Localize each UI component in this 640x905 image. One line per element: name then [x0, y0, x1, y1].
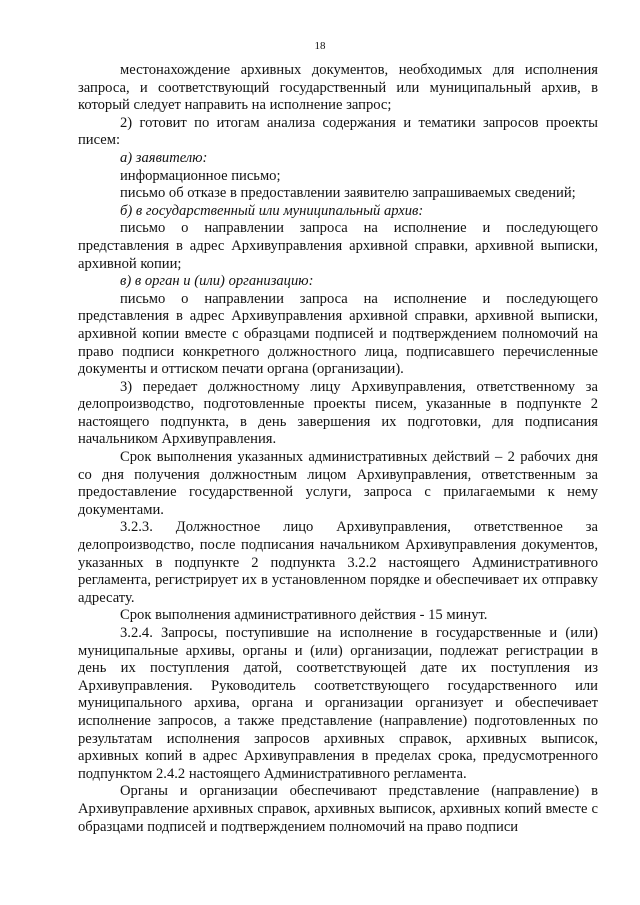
paragraph: местонахождение архивных документов, необходимых для исполнения запроса, и соответствующий государственный или муниципальный архив, в который следует направить на исполнение запрос;: [78, 62, 598, 114]
paragraph: Срок выполнения административного действия - 15 минут.: [120, 607, 488, 624]
paragraph: письмо о направлении запроса на исполнение и последующего представления в адрес Архивуправления архивной справки, архивной выписки, архивной копии вместе с образцами подписей и подтверждением полномочий на право подписи конкретного должностного лица, подписавшего перечисленные документы и оттиском печати органа (организации).: [78, 290, 598, 378]
page-number: 18: [314, 40, 326, 52]
paragraph: 2) готовит по итогам анализа содержания и тематики запросов проекты писем:: [78, 114, 598, 149]
paragraph: Органы и организации обеспечивают представление (направление) в Архивуправление архивных справок, архивных выписок, архивных копий вместе с образцами подписей и подтверждением полномочий на право подписи: [78, 783, 598, 835]
paragraph: в) в орган и (или) организацию:: [120, 273, 314, 290]
paragraph: Срок выполнения указанных административных действий – 2 рабочих дня со дня получения должностным лицом Архивуправления, ответственным за предоставление государственной услуги, запроса с прилагаемыми к нему документами.: [78, 449, 598, 518]
paragraph: письмо об отказе в предоставлении заявителю запрашиваемых сведений;: [120, 185, 576, 202]
paragraph: а) заявителю:: [120, 149, 208, 166]
paragraph: письмо о направлении запроса на исполнение и последующего представления в адрес Архивуправления архивной справки, архивной выписки, архивной копии;: [78, 220, 598, 272]
paragraph: б) в государственный или муниципальный архив:: [120, 202, 424, 219]
paragraph: 3.2.3. Должностное лицо Архивуправления, ответственное за делопроизводство, после подписания начальником Архивуправления документов, указанных в подпункте 2 подпункта 3.2.2 настоящего Административного регламента, регистрирует их в установленном порядке и обеспечивает их отправку адресату.: [78, 519, 598, 606]
paragraph: информационное письмо;: [120, 167, 281, 184]
document-body: [78, 62, 598, 836]
paragraph: 3) передает должностному лицу Архивуправления, ответственному за делопроизводство, подготовленные проекты писем, указанные в подпункте 2 настоящего подпункта, в день завершения их подготовки, для подписания начальником Архивуправления.: [78, 378, 598, 448]
paragraph: 3.2.4. Запросы, поступившие на исполнение в государственные и (или) муниципальные архивы, органы и (или) организации, подлежат регистрации в день их поступления датой, соответствующей дате их поступления из Архивуправления. Руководитель соответствующего государственного или муниципального архива, органа и организации организует и обеспечивает исполнение запросов, а также представление (направление) подготовленных по результатам исполнения запросов архивных справок, архивных выписок, архивных копий в адрес Архивуправления в пределах срока, предусмотренного подпунктом 2.4.2 настоящего Административного регламента.: [78, 625, 598, 782]
